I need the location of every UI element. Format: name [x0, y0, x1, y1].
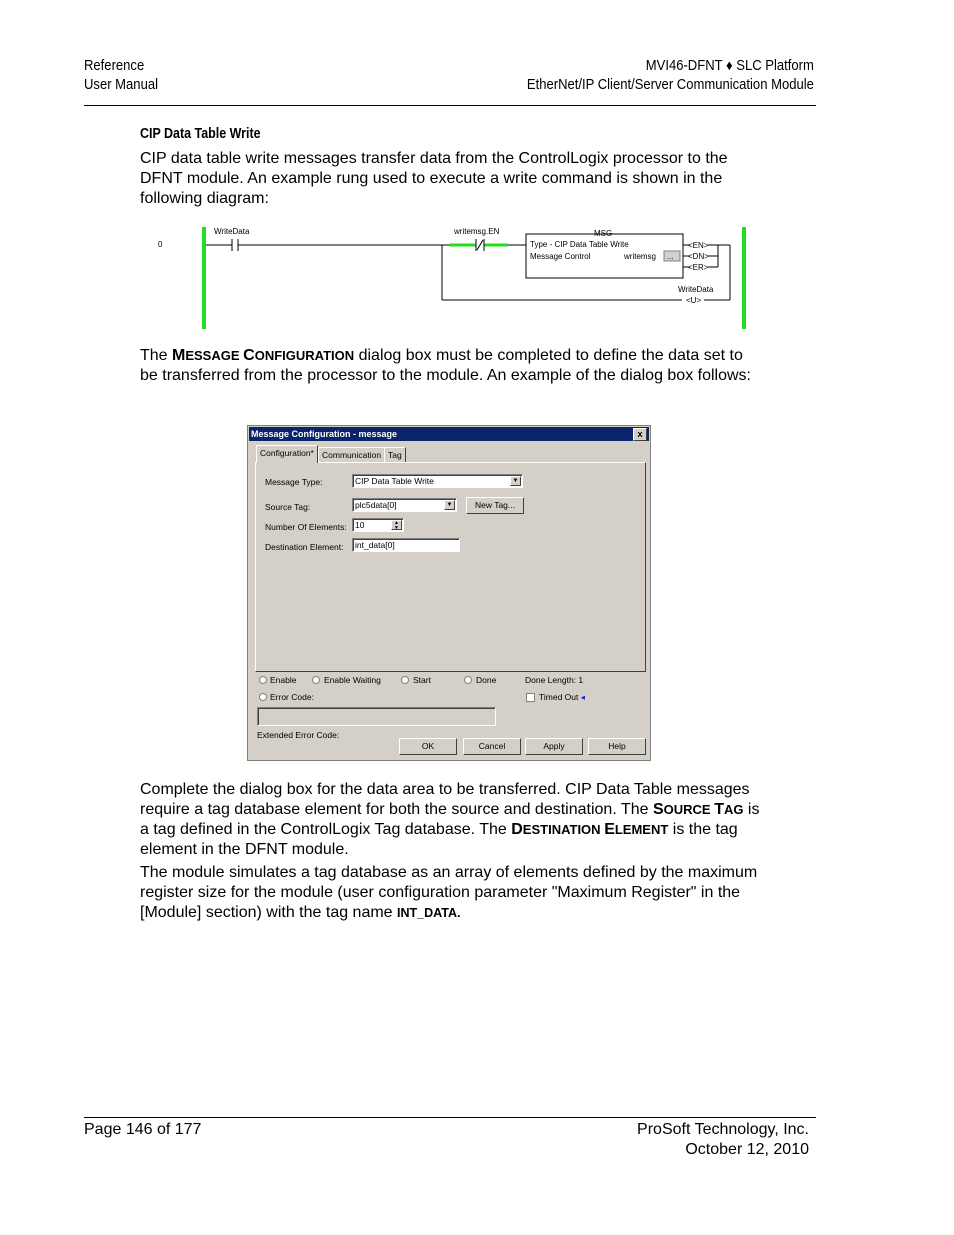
extended-error-box [257, 707, 496, 726]
cancel-button[interactable]: Cancel [463, 738, 521, 755]
number-of-elements-label: Number Of Elements: [265, 522, 347, 532]
done-length: Done Length: 1 [525, 675, 584, 685]
intro-paragraph: CIP data table write messages transfer data from the ControlLogix processor to the DFNT module. An example rung used to execute a write command is shown in the following diagram: [140, 150, 728, 207]
msg-output-en: <EN> [688, 241, 709, 250]
header-doc-type: User Manual [84, 77, 158, 93]
section-title: CIP Data Table Write [140, 126, 261, 142]
footer-company: ProSoft Technology, Inc. [637, 1121, 809, 1138]
error-code-label: Error Code: [270, 692, 314, 702]
header-section: Reference [84, 58, 145, 74]
chevron-down-icon[interactable]: ▼ [444, 500, 455, 510]
header-left [84, 57, 158, 95]
tag-database-paragraph: The module simulates a tag database as an array of elements defined by the maximum register size for the module (user configuration parameter "Maximum Register" in the [Module] section) with the tag name INT_DATA. [140, 864, 758, 921]
msg-control-value: writemsg [624, 252, 657, 261]
message-config-paragraph: The MESSAGE CONFIGURATION dialog box must be completed to define the data set to be transferred from the processor to the module. An example of the dialog box follows: [140, 347, 751, 384]
number-of-elements-stepper[interactable]: 10 ▲ ▼ [352, 518, 404, 532]
start-radio [401, 676, 409, 684]
status-enable: Enable [270, 675, 297, 685]
header-product: MVI46-DFNT ♦ SLC Platform [645, 58, 814, 74]
enable-radio [259, 676, 267, 684]
contact-writedata-label: WriteData [214, 227, 250, 236]
contact-writedata [214, 227, 250, 251]
term-destination-element: DESTINATION ELEMENT [511, 821, 669, 838]
error-code-radio [259, 693, 267, 701]
msg-instruction-block [526, 229, 683, 278]
new-tag-button[interactable]: New Tag... [466, 497, 524, 514]
term-int-data: INT_DATA. [397, 906, 461, 920]
destination-element-label: Destination Element: [265, 542, 344, 552]
timed-out-label: Timed Out ◂ [539, 692, 586, 702]
msg-type: Type - CIP Data Table Write [530, 240, 629, 249]
message-configuration-dialog [247, 425, 651, 761]
msg-output-dn: <DN> [688, 252, 709, 261]
configuration-panel [255, 462, 646, 672]
status-enable-waiting: Enable Waiting [324, 675, 381, 685]
footer-right [637, 1120, 809, 1160]
apply-button[interactable]: Apply [525, 738, 583, 755]
msg-control-label: Message Control [530, 252, 591, 261]
arrow-left-icon: ◂ [580, 692, 586, 702]
page-number: Page 146 of 177 [84, 1121, 202, 1138]
footer-rule [84, 1117, 816, 1118]
enable-waiting-radio [312, 676, 320, 684]
right-power-rail [742, 227, 746, 329]
destination-element-input[interactable]: int_data[0] [352, 538, 460, 552]
ok-button[interactable]: OK [399, 738, 457, 755]
dialog-title-bar [249, 427, 649, 441]
term-message-configuration: MESSAGE CONFIGURATION [172, 347, 355, 364]
message-type-label: Message Type: [265, 477, 323, 487]
done-radio [464, 676, 472, 684]
dialog-title: Message Configuration - message [251, 429, 398, 439]
tab-configuration[interactable]: Configuration* [256, 445, 318, 463]
rung-number: 0 [158, 240, 163, 249]
header-rule [84, 105, 816, 106]
extended-error-label: Extended Error Code: [257, 730, 340, 740]
message-type-select[interactable]: CIP Data Table Write ▼ [352, 474, 523, 488]
msg-title: MSG [594, 229, 613, 238]
ladder-rung-diagram [150, 222, 750, 332]
chevron-down-icon[interactable]: ▼ [510, 476, 521, 486]
source-tag-input[interactable]: plc5data[0] ▼ [352, 498, 457, 512]
header-right [527, 57, 814, 95]
tab-communication[interactable]: Communication [318, 447, 385, 462]
header-module: EtherNet/IP Client/Server Communication Module [527, 77, 814, 93]
msg-output-er: <ER> [688, 263, 709, 272]
help-button[interactable]: Help [588, 738, 646, 755]
status-start: Start [413, 675, 431, 685]
spin-arrows-icon[interactable]: ▲ ▼ [391, 520, 402, 530]
tab-tag[interactable]: Tag [384, 447, 406, 462]
contact-writemsg-en [450, 227, 508, 251]
coil-symbol: <U> [686, 296, 702, 305]
timed-out-checkbox[interactable] [526, 693, 535, 702]
status-done: Done [476, 675, 497, 685]
close-icon[interactable]: x [633, 428, 647, 441]
term-source-tag: SOURCE TAG [652, 801, 744, 818]
coil-label: WriteData [678, 285, 714, 294]
complete-dialog-paragraph: Complete the dialog box for the data area to be transferred. CIP Data Table messages require a tag database element for both the source and destination. The SOURCE TAG is a tag defined in the ControlLogix Tag database. The DESTINATION ELEMENT is the tag element in the DFNT module. [140, 781, 760, 858]
contact-writemsg-en-label: writemsg.EN [454, 227, 500, 236]
left-power-rail [202, 227, 206, 329]
unlatch-coil-writedata [678, 285, 730, 305]
svg-text:...: ... [667, 252, 674, 261]
source-tag-label: Source Tag: [265, 502, 311, 512]
footer-date: October 12, 2010 [685, 1141, 809, 1158]
